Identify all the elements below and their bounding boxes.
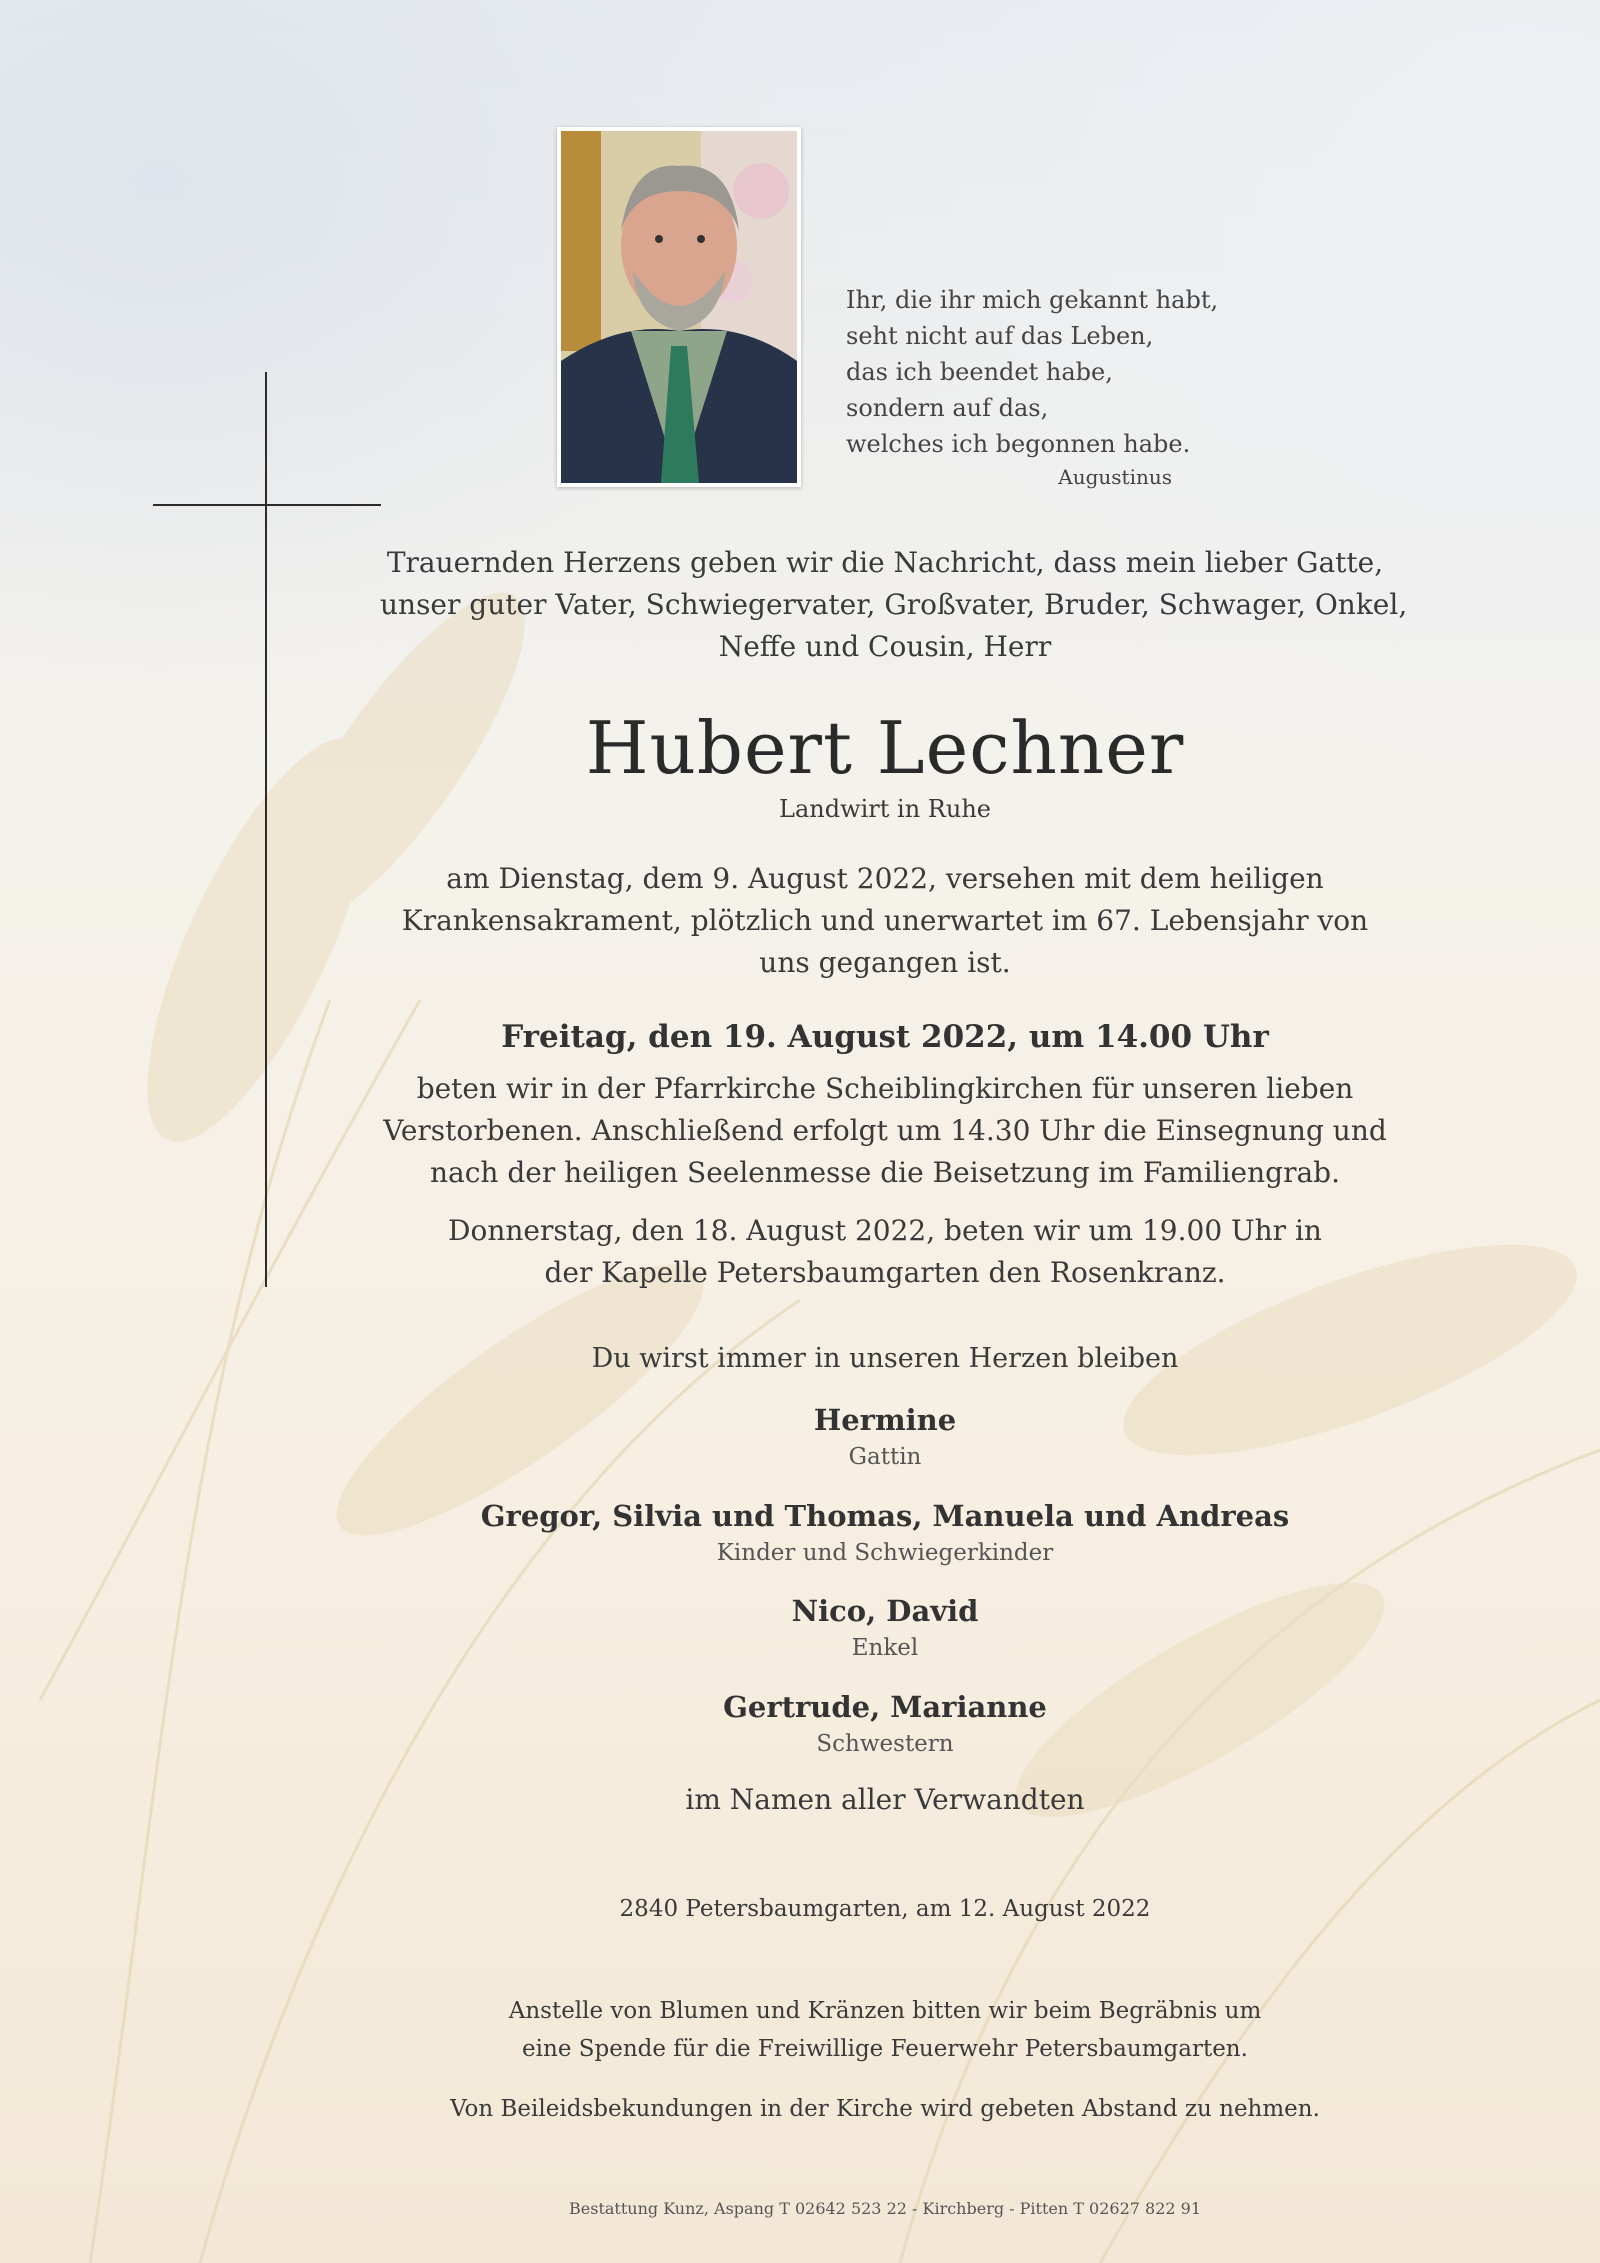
request-line: eine Spende für die Freiwillige Feuerwehr Petersbaumgarten. [522,2036,1248,2062]
request-line: Anstelle von Blumen und Kränzen bitten wir beim Begräbnis um [508,1998,1262,2024]
service-line: nach der heiligen Seelenmesse die Beisetzung im Familiengrab. [430,1156,1340,1189]
place-date: 2840 Petersbaumgarten, am 12. August 2022 [619,1896,1151,1922]
service-text [380,1068,1390,1194]
service-date: Freitag, den 19. August 2022, um 14.00 Uhr [501,1019,1269,1055]
rosary-line: der Kapelle Petersbaumgarten den Rosenkranz. [544,1256,1226,1289]
mourner-role: Schwestern [816,1731,954,1757]
mourner-names: Hermine [813,1403,957,1437]
poem [846,282,1219,490]
poem-line: seht nicht auf das Leben, [846,322,1154,350]
poem-line: sondern auf das, [846,394,1049,422]
announcement-intro [380,542,1408,668]
mourner-names: Nico, David [791,1594,979,1628]
rosary-text [380,1210,1390,1294]
passing-line: uns gegangen ist. [759,946,1011,979]
intro-line: Neffe und Cousin, Herr [718,630,1052,663]
rosary-line: Donnerstag, den 18. August 2022, beten wir um 19.00 Uhr in [448,1214,1322,1247]
mourner-group [380,1687,1390,1761]
intro-line: unser guter Vater, Schwiegervater, Großvater, Bruder, Schwager, Onkel, [380,588,1408,621]
mourner-names: Gertrude, Marianne [723,1690,1047,1724]
mourner-role: Kinder und Schwiegerkinder [716,1540,1054,1566]
condolence-note: Von Beileidsbekundungen in der Kirche wird gebeten Abstand zu nehmen. [450,2096,1320,2122]
portrait-photo [557,127,801,487]
passing-line: am Dienstag, dem 9. August 2022, versehen mit dem heiligen [446,862,1324,895]
portrait-image [561,131,797,483]
poem-author: Augustinus [1058,465,1172,489]
poem-line: welches ich begonnen habe. [846,430,1191,458]
passing-text [380,858,1390,984]
service-line: beten wir in der Pfarrkirche Scheiblingkirchen für unseren lieben [416,1072,1354,1105]
mourner-role: Gattin [848,1444,922,1470]
intro-line: Trauernden Herzens geben wir die Nachricht, dass mein lieber Gatte, [386,546,1384,579]
passing-line: Krankensakrament, plötzlich und unerwartet im 67. Lebensjahr von [401,904,1369,937]
remember-text: Du wirst immer in unseren Herzen bleiben [591,1343,1179,1374]
cross-icon-vertical [265,372,267,1287]
mourner-group [380,1591,1390,1665]
poem-line: Ihr, die ihr mich gekannt habt, [846,286,1219,314]
funeral-home-footer: Bestattung Kunz, Aspang T 02642 523 22 - Kirchberg - Pitten T 02627 822 91 [569,2199,1201,2218]
service-line: Verstorbenen. Anschließend erfolgt um 14.30 Uhr die Einsegnung und [383,1114,1387,1147]
mourner-names: Gregor, Silvia und Thomas, Manuela und Andreas [480,1499,1290,1533]
mourner-group [380,1400,1390,1474]
cross-icon-horizontal [153,504,381,506]
relatives-text: im Namen aller Verwandten [685,1783,1085,1816]
poem-line: das ich beendet habe, [846,358,1113,386]
mourner-role: Enkel [851,1635,919,1661]
deceased-name: Hubert Lechner [585,706,1185,790]
donation-request [380,1992,1390,2068]
mourner-group [380,1496,1390,1570]
deceased-occupation: Landwirt in Ruhe [779,795,991,823]
